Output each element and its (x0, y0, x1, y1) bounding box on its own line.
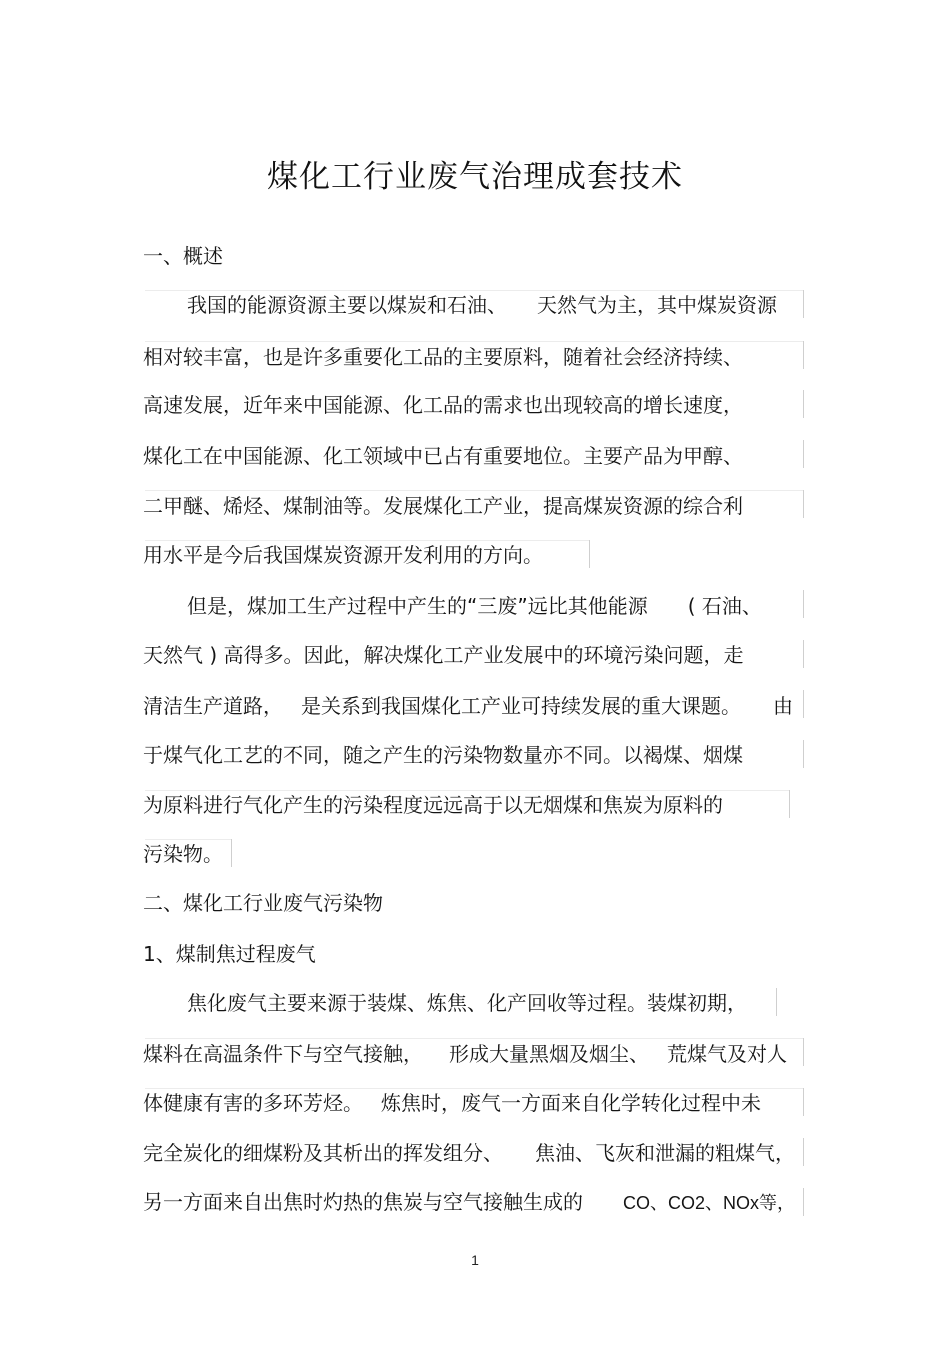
margin-rule (803, 590, 804, 618)
paragraph-line (143, 1135, 795, 1171)
paragraph-line (187, 287, 777, 323)
text-segment: 体健康有害的多环芳烃。 (143, 1091, 363, 1115)
paragraph-line (143, 1085, 761, 1121)
text-segment: 炼焦时，废气一方面来自化学转化过程中未 (381, 1091, 761, 1115)
margin-rule (803, 1038, 804, 1066)
margin-rule (789, 790, 790, 818)
paragraph-line: 相对较丰富，也是许多重要化工品的主要原料，随着社会经济持续、 (143, 345, 743, 369)
margin-rule (803, 1088, 804, 1116)
section-heading-overview: 一、概述 (143, 244, 223, 268)
subsection-heading-coking: 1、煤制焦过程废气 (143, 942, 316, 966)
text-segment: 煤料在高温条件下与空气接触， (143, 1042, 423, 1066)
paragraph-line: 于煤气化工艺的不同，随之产生的污染物数量亦不同。以褐煤、烟煤 (143, 743, 743, 767)
text-segment: 是关系到我国煤化工产业可持续发展的重大课题。 (301, 694, 741, 718)
margin-rule (776, 988, 777, 1016)
document-title: 煤化工行业废气治理成套技术 (267, 159, 683, 195)
margin-rule (803, 490, 804, 518)
paragraph-line: 煤化工在中国能源、化工领域中已占有重要地位。主要产品为甲醇、 (143, 444, 743, 468)
text-segment: 其中煤炭资源 (657, 293, 777, 317)
text-segment: 由 (773, 694, 793, 718)
margin-rule (803, 690, 804, 718)
paragraph-line (143, 1184, 795, 1220)
margin-rule (803, 440, 804, 468)
text-segment: 荒煤气及对人 (667, 1042, 787, 1066)
paragraph-line (143, 688, 793, 724)
scan-line (145, 341, 803, 342)
margin-rule (803, 1188, 804, 1216)
scan-line (145, 540, 589, 541)
margin-rule (803, 1138, 804, 1166)
text-segment: 另一方面来自出焦时灼热的焦炭与空气接触生成的 (143, 1190, 583, 1214)
paragraph-line: 高速发展，近年来中国能源、化工品的需求也出现较高的增长速度， (143, 393, 743, 417)
paragraph-line: 为原料进行气化产生的污染程度远远高于以无烟煤和焦炭为原料的 (143, 793, 723, 817)
text-segment: CO、CO2、NOx等， (623, 1193, 796, 1213)
margin-rule (803, 740, 804, 768)
scan-line (145, 1088, 803, 1089)
paragraph-line (187, 588, 762, 624)
margin-rule (231, 839, 232, 867)
margin-rule (803, 341, 804, 369)
scan-line (145, 490, 803, 491)
margin-rule (803, 290, 804, 318)
text-segment: 天然气为主， (537, 293, 657, 317)
paragraph-line: 天然气 ) 高得多。因此，解决煤化工产业发展中的环境污染问题，走 (143, 643, 744, 667)
scan-line (145, 839, 231, 840)
section-heading-pollutants: 二、煤化工行业废气污染物 (143, 891, 383, 915)
paragraph-line: 二甲醚、烯烃、煤制油等。发展煤化工产业，提高煤炭资源的综合利 (143, 494, 743, 518)
margin-rule (803, 640, 804, 668)
scan-line (145, 790, 789, 791)
scan-line (145, 290, 803, 291)
paragraph-line: 焦化废气主要来源于装煤、炼焦、化产回收等过程。装煤初期， (187, 991, 747, 1015)
margin-rule (803, 390, 804, 418)
paragraph-line (143, 1036, 787, 1072)
paragraph-line: 用水平是今后我国煤炭资源开发利用的方向。 (143, 543, 543, 567)
text-segment: 但是，煤加工生产过程中产生的“三废”远比其他能源 (187, 594, 648, 618)
text-segment: 我国的能源资源主要以煤炭和石油、 (187, 293, 507, 317)
text-segment: 焦油、飞灰和泄漏的粗煤气， (535, 1141, 795, 1165)
text-segment: 完全炭化的细煤粉及其析出的挥发组分、 (143, 1141, 503, 1165)
page-number: 1 (471, 1252, 479, 1268)
text-segment: ( 石油、 (687, 594, 762, 618)
text-segment: 形成大量黑烟及烟尘、 (449, 1042, 649, 1066)
paragraph-line: 污染物。 (143, 842, 223, 866)
text-segment: 清洁生产道路， (143, 694, 283, 718)
margin-rule (589, 540, 590, 568)
scan-line (145, 1038, 803, 1039)
